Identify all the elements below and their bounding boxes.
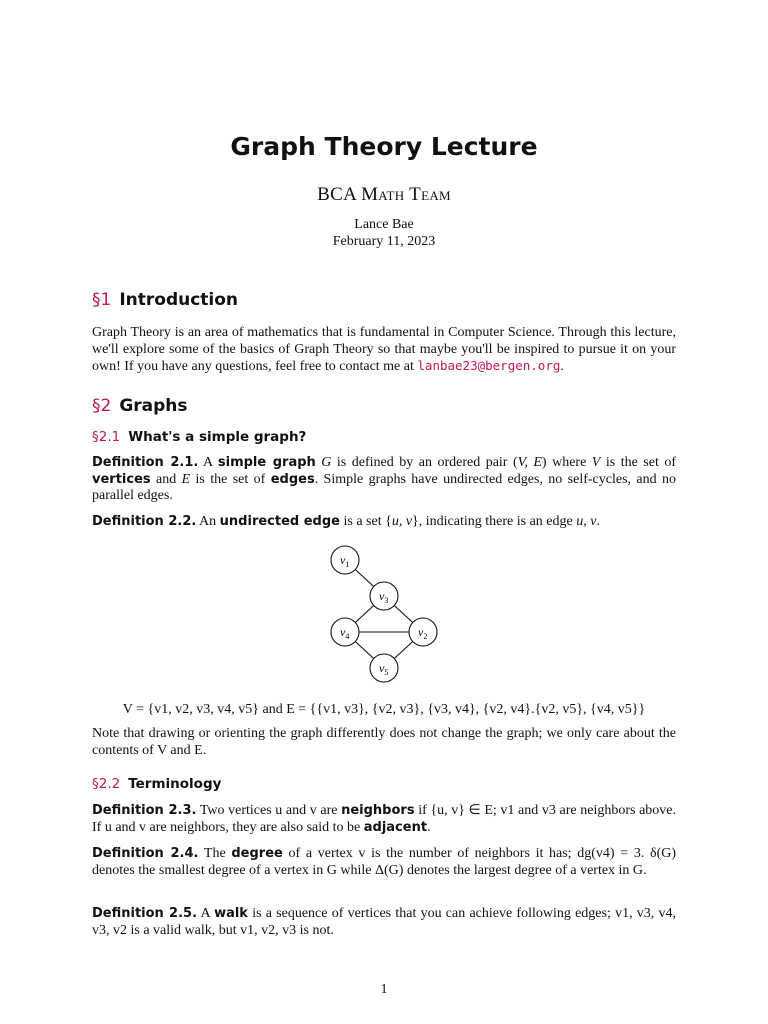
definition-2-3 [92,803,676,836]
text: if {u, v} ∈ E; v1 and v3 are neighbors above. If u and v are neighbors, they are also said to be [92,803,676,835]
graph-vertex-label-v5: $v_5$ [379,661,389,677]
section-number: §2 [92,396,112,416]
text: is a sequence of vertices that you can achieve following edges; v1, v3, v4, v3, v2 is a valid walk, but v1, v2, v3 is not. [92,906,677,938]
date: February 11, 2023 [332,234,436,249]
subsection-number: §2.2 [92,776,121,792]
text: Two vertices u and v are [199,803,338,818]
graph-edge-v3-v4 [355,605,373,622]
definition-label: Definition 2.5. [92,906,198,921]
math: G [321,455,332,470]
graph-diagram [320,540,450,690]
text: ) where [541,455,587,470]
graph-edge-v2-v5 [394,641,412,658]
graph-vertex-label-v1: $v_1$ [340,553,350,569]
graph-edge-v1-v3 [355,569,373,586]
text: The [203,846,226,861]
subsection-2-1-heading [92,429,306,445]
definition-2-1 [92,455,676,505]
section-title: Introduction [119,290,239,310]
definition-2-4 [92,846,676,879]
intro-text-end: . [560,359,564,375]
definition-label: Definition 2.2. [92,514,197,529]
intro-text: Graph Theory is an area of mathematics that is fundamental in Computer Science. Through this lecture, we'll explore some of the basics of Graph Theory so that maybe you'll be inspired to pursue it on your own! If you have any questions, feel free to contact me at [92,325,676,375]
text: An [199,514,217,529]
keyword: walk [214,906,248,921]
text: . [596,514,600,529]
text: is a set { [343,514,392,529]
subsection-title: Terminology [128,776,222,792]
keyword: degree [231,846,283,861]
email-link[interactable]: lanbae23@bergen.org [417,358,561,374]
math: V [591,455,601,470]
author-name: Lance Bae [354,217,414,232]
team-name: BCA Math Team [317,184,451,205]
intro-paragraph [92,325,676,376]
subsection-title: What's a simple graph? [128,429,307,445]
math: u, v [391,514,413,529]
keyword: neighbors [341,803,415,818]
document-title: Graph Theory Lecture [230,132,538,161]
definition-label: Definition 2.3. [92,803,197,818]
text: is the set of [195,471,266,487]
graph-edge-v4-v5 [355,641,373,658]
subsection-2-2-heading [92,776,221,792]
subsection-number: §2.1 [92,429,121,445]
graph-vertex-label-v2: $v_2$ [418,625,428,641]
section-title: Graphs [119,396,188,416]
keyword: edges [270,471,315,487]
graph-vertex-label-v4: $v_4$ [340,625,350,641]
section-1-heading [92,290,238,310]
text: is the set of [605,455,677,470]
text: is defined by an ordered pair ( [336,455,518,470]
text: A [200,906,210,921]
text: . Simple graphs have undirected edges, no self-cycles, and no parallel edges. [92,471,677,504]
definition-label: Definition 2.1. [92,455,199,470]
section-number: §1 [92,290,112,310]
math: V, E [517,455,542,470]
graph-vertex-label-v3: $v_3$ [379,589,389,605]
definition-label: Definition 2.4. [92,846,199,861]
note-paragraph: Note that drawing or orienting the graph differently does not change the graph; we only care about the contents of V and E. [92,726,676,758]
definition-2-5 [92,906,676,939]
keyword: simple graph [217,455,316,470]
definition-2-2 [92,514,676,531]
keyword: adjacent [363,819,428,835]
math: E [181,471,191,487]
text: A [203,455,213,470]
author-block [0,216,768,250]
vertex-edge-equation: V = {v1, v2, v3, v4, v5} and E = {{v1, v3}, {v2, v3}, {v3, v4}, {v2, v4}.{v2, v5}, {v4, v5}} [122,702,646,717]
keyword: vertices [92,471,151,487]
keyword: undirected edge [219,514,340,529]
text: . [427,819,431,835]
text: }, indicating there is an edge [412,514,573,529]
math: u, v [576,514,597,529]
text: and [156,471,177,487]
graph-edge-v2-v3 [394,605,412,622]
text: of a vertex v is the number of neighbors it has; dg(v4) = 3. δ(G) denotes the smallest degree of a vertex in G while Δ(G) denotes the largest degree of a vertex in G. [92,846,677,878]
section-2-heading [92,396,188,416]
page-number: 1 [380,982,388,997]
